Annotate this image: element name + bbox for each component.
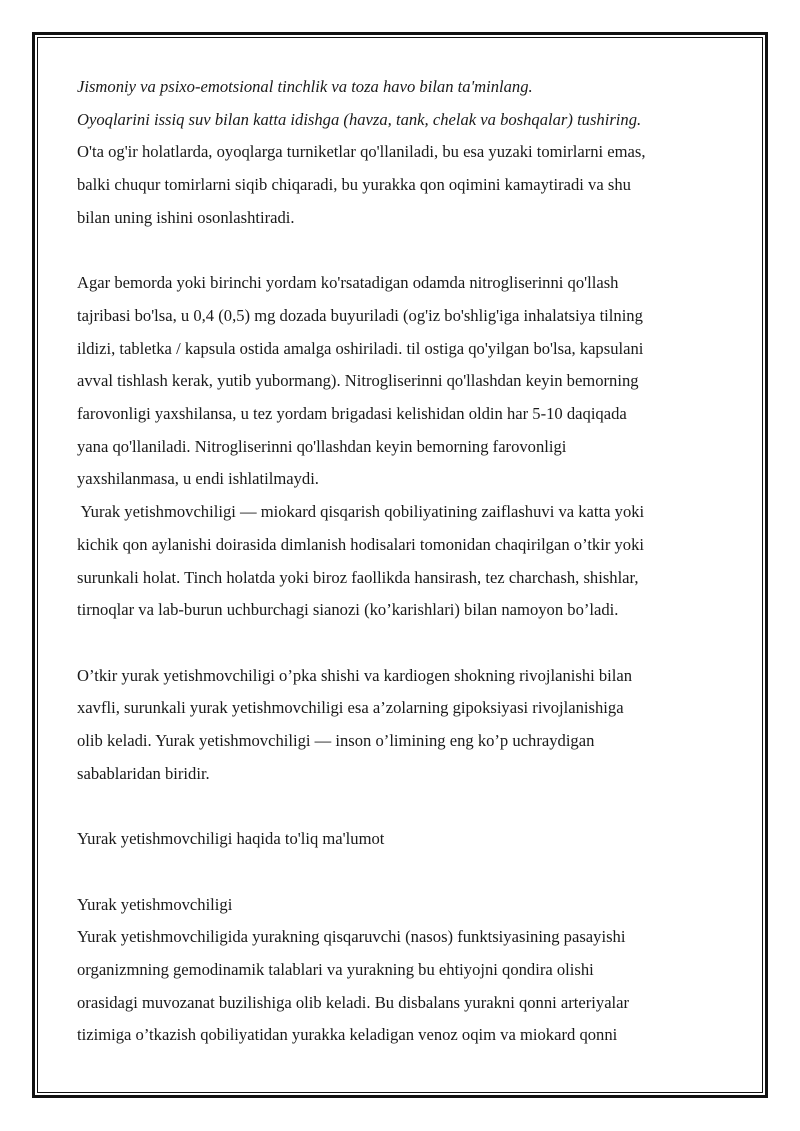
section-heading: Yurak yetishmovchiligi: [77, 894, 233, 914]
text-line: tizimiga o’tkazish qobiliyatidan yurakka keladigan venoz oqim va miokard qonni: [77, 1025, 618, 1045]
text-line: bilan uning ishini osonlashtiradi.: [77, 207, 295, 227]
section-link-line: Yurak yetishmovchiligi haqida to'liq ma'lumot: [77, 829, 385, 849]
paragraph-gap: [77, 235, 732, 268]
paragraph-gap: [77, 627, 732, 660]
intro-line: Oyoqlarini issiq suv bilan katta idishga (havza, tank, chelak va boshqalar) tushiring.: [77, 109, 642, 129]
text-line: O'ta og'ir holatlarda, oyoqlarga turniketlar qo'llaniladi, bu esa yuzaki tomirlarni emas,: [77, 142, 646, 162]
text-line: balki chuqur tomirlarni siqib chiqaradi, bu yurakka qon oqimini kamaytiradi va shu: [77, 175, 631, 195]
text-line: O’tkir yurak yetishmovchiligi o’pka shishi va kardiogen shokning rivojlanishi bilan: [77, 665, 633, 685]
paragraph-gap: [77, 856, 732, 889]
text-line: ildizi, tabletka / kapsula ostida amalga oshiriladi. til ostiga qo'yilgan bo'lsa, kapsulani: [77, 338, 644, 358]
text-line: tajribasi bo'lsa, u 0,4 (0,5) mg dozada buyuriladi (og'iz bo'shlig'iga inhalatsiya tilning: [77, 305, 643, 325]
text-line: xavfli, surunkali yurak yetishmovchiligi esa a’zolarning gipoksiyasi rivojlanishiga: [77, 698, 624, 718]
text-line: Yurak yetishmovchiligi — miokard qisqarish qobiliyatining zaiflashuvi va katta yoki: [77, 502, 645, 522]
text-line: olib keladi. Yurak yetishmovchiligi — inson o’limining eng ko’p uchraydigan: [77, 731, 595, 751]
text-line: Agar bemorda yoki birinchi yordam ko'rsatadigan odamda nitrogliserinni qo'llash: [77, 273, 619, 293]
text-line: yaxshilanmasa, u endi ishlatilmaydi.: [77, 469, 319, 489]
text-line: Yurak yetishmovchiligida yurakning qisqaruvchi (nasos) funktsiyasining pasayishi: [77, 927, 626, 947]
text-line: sabablaridan biridir.: [77, 763, 210, 783]
text-line: surunkali holat. Tinch holatda yoki biroz faollikda hansirash, tez charchash, shishlar,: [77, 567, 639, 587]
text-line: orasidagi muvozanat buzilishiga olib keladi. Bu disbalans yurakni qonni arteriyalar: [77, 992, 630, 1012]
text-line: kichik qon aylanishi doirasida dimlanish hodisalari tomonidan chaqirilgan o’tkir yoki: [77, 534, 645, 554]
text-line: organizmning gemodinamik talablari va yurakning bu ehtiyojni qondira olishi: [77, 959, 594, 979]
text-line: avval tishlash kerak, yutib yubormang). Nitrogliserinni qo'llashdan keyin bemorning: [77, 371, 639, 391]
intro-line: Jismoniy va psixo-emotsional tinchlik va toza havo bilan ta'minlang.: [77, 77, 533, 96]
paragraph-gap: [77, 790, 732, 823]
text-line: farovonligi yaxshilansa, u tez yordam brigadasi kelishidan oldin har 5-10 daqiqada: [77, 404, 627, 424]
text-line: yana qo'llaniladi. Nitrogliserinni qo'llashdan keyin bemorning farovonligi: [77, 436, 567, 456]
document-body: [77, 71, 732, 1052]
text-line: tirnoqlar va lab-burun uchburchagi sianozi (ko’karishlari) bilan namoyon bo’ladi.: [77, 600, 619, 620]
